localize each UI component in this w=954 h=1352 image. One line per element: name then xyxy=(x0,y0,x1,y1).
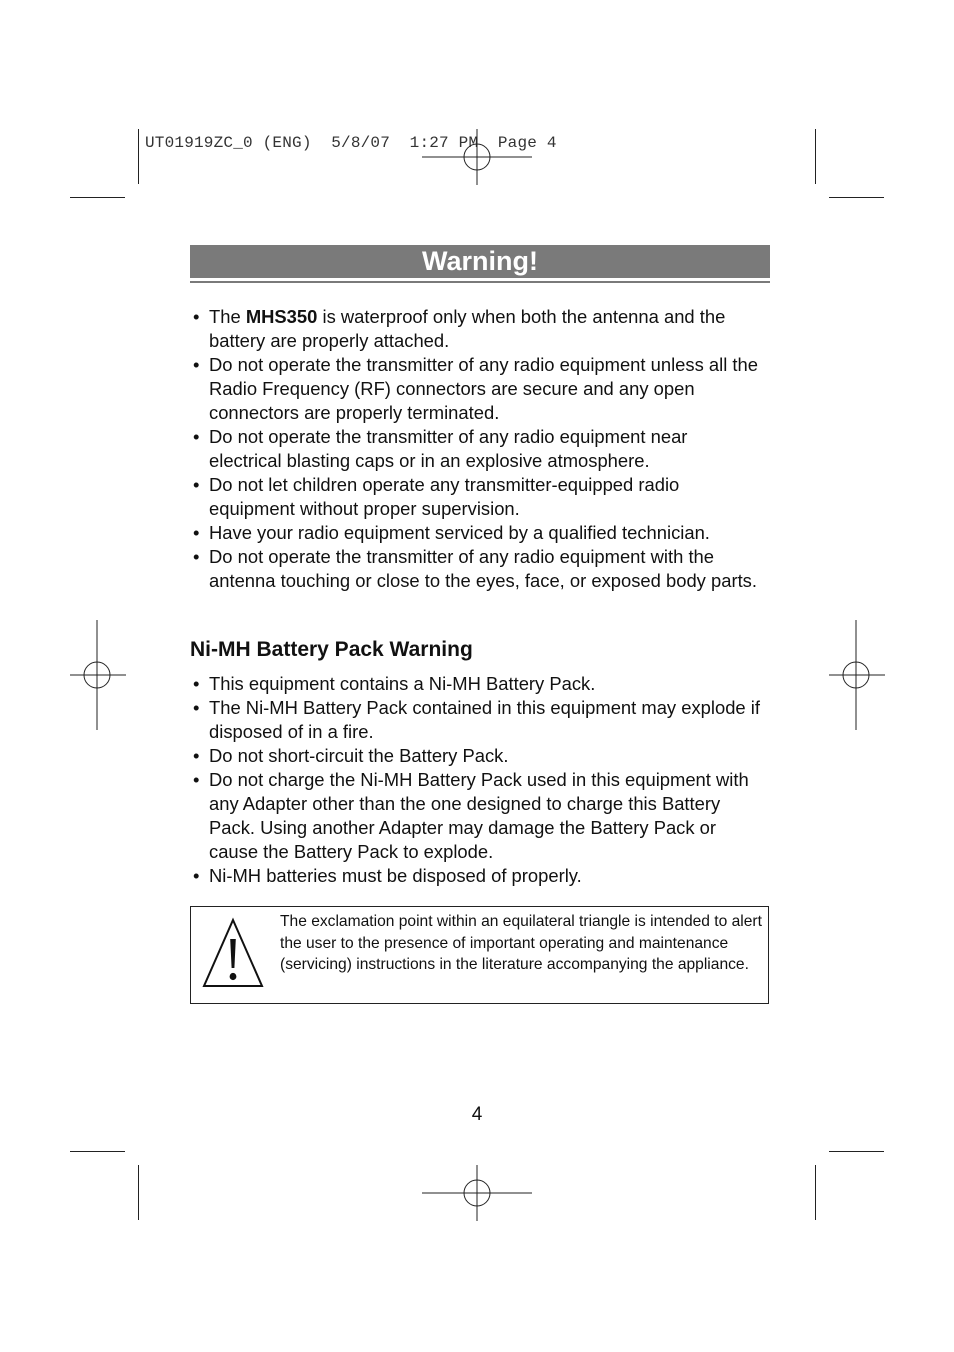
section-heading: Ni-MH Battery Pack Warning xyxy=(190,638,473,661)
crop-mark xyxy=(70,197,125,198)
list-item: • Do not charge the Ni-MH Battery Pack used in this equipment with any Adapter other than the one designed to charge this Battery Pack. Using another Adapter may damage the Battery Pack or cause the Battery Pack to explode. xyxy=(190,768,760,864)
list-item: • This equipment contains a Ni-MH Battery Pack. xyxy=(190,672,760,696)
list-item: • Do not let children operate any transmitter-equipped radio equipment without proper supervision. xyxy=(190,473,760,521)
page-number: 4 xyxy=(471,1104,483,1125)
warning-list xyxy=(190,305,760,593)
list-item: • Ni-MH batteries must be disposed of properly. xyxy=(190,864,760,888)
crop-mark xyxy=(829,197,884,198)
crop-mark xyxy=(138,129,139,184)
battery-warning-list xyxy=(190,672,760,888)
model-name: MHS350 xyxy=(245,306,318,327)
print-slug: UT01919ZC_0 (ENG) 5/8/07 1:27 PM Page 4 xyxy=(145,134,557,152)
list-item: • Do not operate the transmitter of any radio equipment with the antenna touching or close to the eyes, face, or exposed body parts. xyxy=(190,545,760,593)
banner-underline xyxy=(190,281,770,283)
list-item: • Do not operate the transmitter of any radio equipment near electrical blasting caps or in an explosive atmosphere. xyxy=(190,425,760,473)
notice-box xyxy=(190,906,769,1004)
registration-mark-bottom xyxy=(422,1165,532,1221)
crop-mark xyxy=(70,1151,125,1152)
crop-mark xyxy=(815,129,816,184)
list-item: • Do not operate the transmitter of any radio equipment unless all the Radio Frequency (RF) connectors are secure and any open connectors are properly terminated. xyxy=(190,353,760,425)
crop-mark xyxy=(829,1151,884,1152)
list-item: • The Ni-MH Battery Pack contained in this equipment may explode if disposed of in a fire. xyxy=(190,696,760,744)
crop-mark xyxy=(815,1165,816,1220)
registration-mark-left xyxy=(70,620,126,730)
list-item: • Have your radio equipment serviced by a qualified technician. xyxy=(190,521,760,545)
registration-mark-top xyxy=(422,129,532,185)
page-title: Warning! xyxy=(422,246,538,276)
list-item: • Do not short-circuit the Battery Pack. xyxy=(190,744,760,768)
notice-text: The exclamation point within an equilateral triangle is intended to alert the user to the presence of important operating and maintenance (servicing) instructions in the literature accompanying the appliance. xyxy=(280,913,762,974)
exclamation-triangle-icon xyxy=(201,917,265,989)
warning-banner xyxy=(190,245,770,278)
list-item: • The MHS350 is waterproof only when both the antenna and the battery are properly attached. xyxy=(190,305,760,353)
crop-mark xyxy=(138,1165,139,1220)
registration-mark-right xyxy=(829,620,885,730)
